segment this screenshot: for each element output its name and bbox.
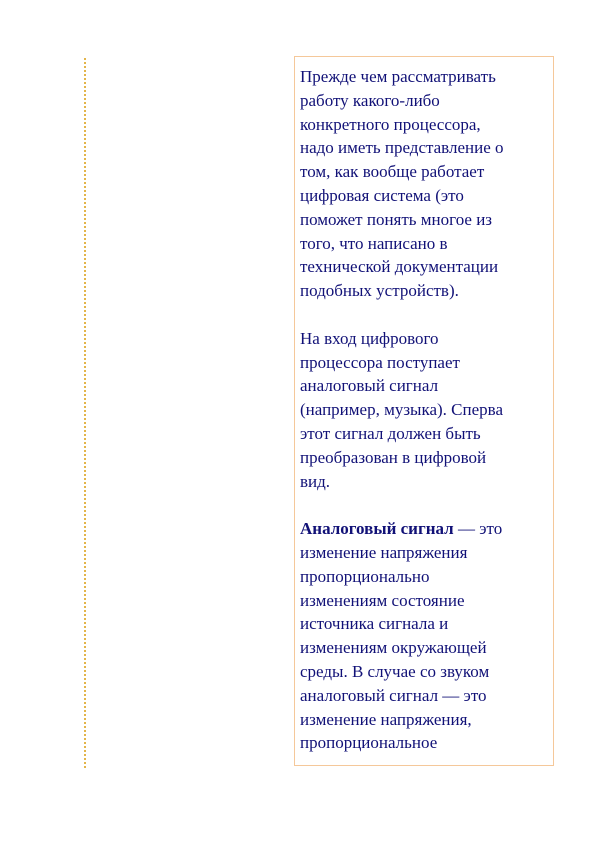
text-line: конкретного процессора, — [300, 114, 481, 134]
text-line: пропорционально — [300, 566, 430, 586]
text-line: аналоговый сигнал — это — [300, 685, 487, 705]
text-line: преобразован в цифровой — [300, 447, 487, 467]
text-line — [300, 517, 549, 541]
paragraph-input — [300, 327, 549, 494]
text-line: работу какого-либо — [300, 90, 440, 110]
text-line: подобных устройств). — [300, 281, 459, 301]
text-line: среды. В случае со звуком — [300, 661, 490, 681]
text-line: надо иметь представление о — [300, 138, 504, 158]
text-line: поможет понять многое из — [300, 209, 493, 229]
text-line: изменение напряжения — [300, 542, 468, 562]
text-line: изменениям окружающей — [300, 638, 487, 658]
text-line: технической документации — [300, 257, 499, 277]
text-line: источника сигнала и — [300, 614, 449, 634]
text-line: того, что написано в — [300, 233, 448, 253]
paragraph-intro — [300, 65, 549, 303]
text-line: пропорциональное — [300, 733, 438, 753]
text-line: цифровая система (это — [300, 185, 464, 205]
paragraph-definition — [300, 517, 549, 755]
text-line: этот сигнал должен быть — [300, 423, 481, 443]
margin-rule — [84, 58, 86, 768]
text-line: вид. — [300, 471, 331, 491]
text-line: Прежде чем рассматривать — [300, 67, 496, 86]
text-line: том, как вообще работает — [300, 162, 485, 182]
text-line: (например, музыка). Сперва — [300, 400, 504, 420]
text-frame — [294, 56, 554, 766]
definition-start: — это — [453, 519, 503, 539]
text-line: аналоговый сигнал — [300, 376, 439, 396]
text-line: На вход цифрового — [300, 328, 439, 348]
text-line: процессора поступает — [300, 352, 460, 372]
text-line: изменение напряжения, — [300, 709, 472, 729]
defined-term: Аналоговый сигнал — [300, 519, 454, 539]
text-line: изменениям состояние — [300, 590, 465, 610]
